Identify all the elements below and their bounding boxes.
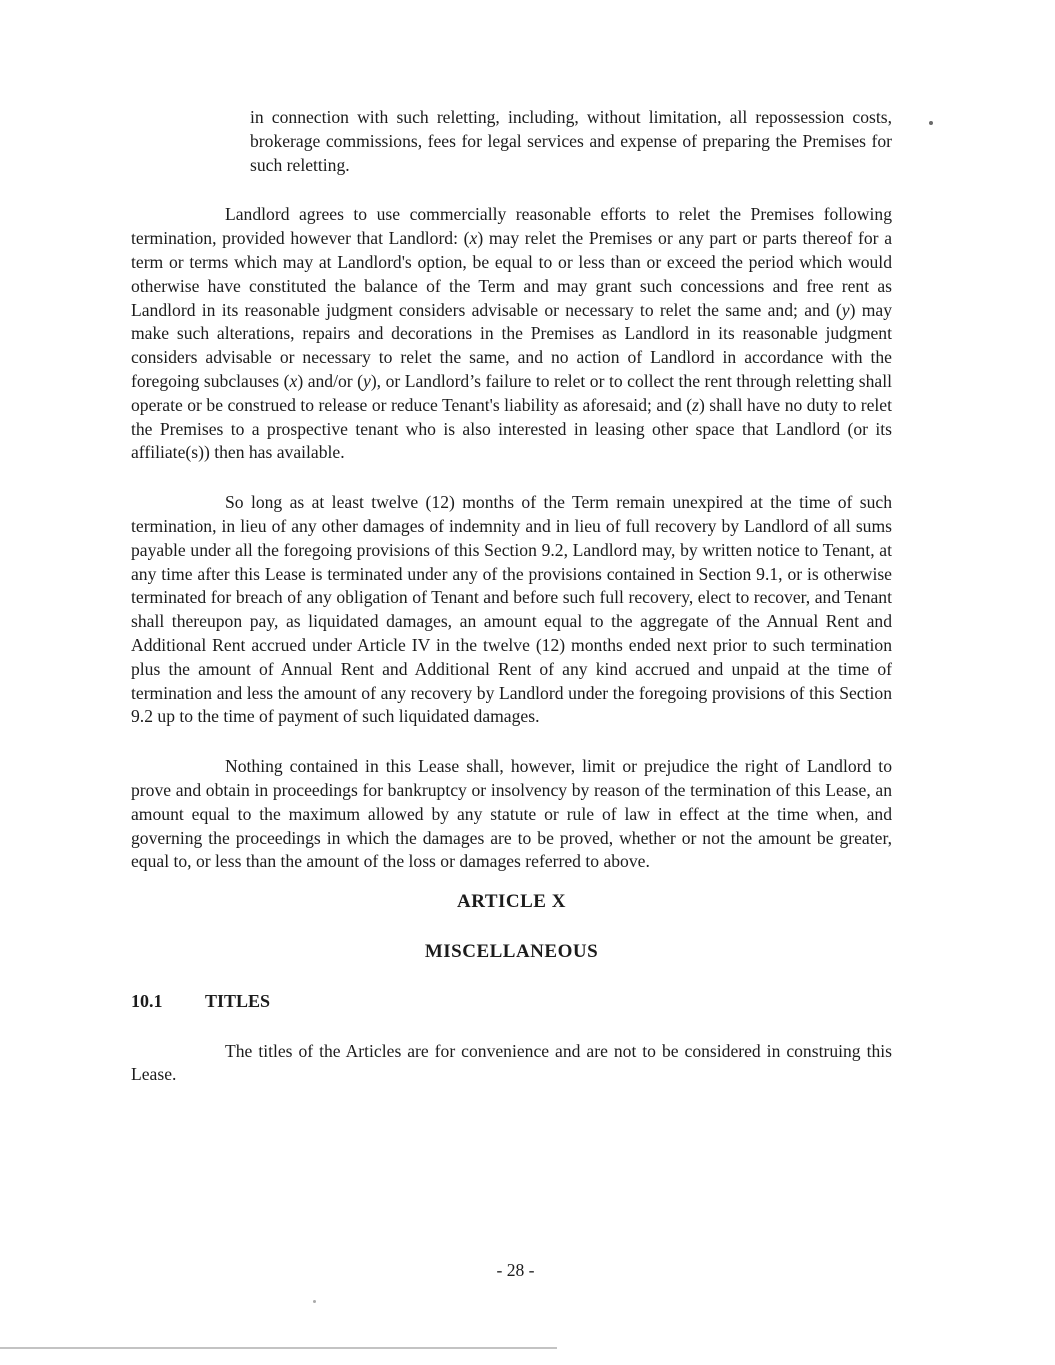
article-subheading: MISCELLANEOUS [424, 940, 599, 962]
scan-artifact-speck [313, 1300, 316, 1303]
page-number: - 28 - [496, 1260, 535, 1280]
scan-artifact-line [0, 1347, 557, 1349]
section-title: TITLES [205, 990, 271, 1011]
article-heading: ARTICLE X [457, 891, 566, 913]
paragraph-relet-efforts: Landlord agrees to use commercially reasonable efforts to relet the Premises following termination, provided however that Landlord: (x) may relet the Premises or any part or parts thereof for a term or terms which may at Landlord's option, be equal to or less than or exceed the period which would otherwise have constituted the balance of the Term and may grant such concessions and free rent as Landlord in its reasonable judgment considers advisable or necessary to relet the same and; and (y) may make such alterations, repairs and decorations in the Premises as Landlord in its reasonable judgment considers advisable or necessary to relet the same, and no action of Landlord in accordance with the foregoing subclauses (x) and/or (y), or Landlord’s failure to relet or to collect the rent through reletting shall operate or be construed to release or reduce Tenant's liability as aforesaid; and (z) shall have no duty to relet the Premises to a prospective tenant who is also interested in leasing other space that Landlord (or its affiliate(s)) then has available. [131, 204, 892, 463]
section-number: 10.1 [131, 990, 163, 1011]
paragraph-liquidated-damages: So long as at least twelve (12) months of the Term remain unexpired at the time of such termination, in lieu of any other damages of indemnity and in lieu of full recovery by Landlord of all sums payable under all the foregoing provisions of this Section 9.2, Landlord may, by written notice to Tenant, at any time after this Lease is terminated under any of the provisions contained in Section 9.1, or is otherwise terminated for breach of any obligation of Tenant and before such full recovery, elect to recover, and Tenant shall thereupon pay, as liquidated damages, an amount equal to the aggregate of the Annual Rent and Additional Rent accrued under Article IV in the twelve (12) months ended next prior to such termination plus the amount of Annual Rent and Additional Rent of any kind accrued and unpaid at the time of termination and less the amount of any recovery by Landlord under the foregoing provisions of this Section 9.2 up to the time of payment of such liquidated damages. [131, 492, 892, 727]
paragraph-bankruptcy: Nothing contained in this Lease shall, however, limit or prejudice the right of Landlord to prove and obtain in proceedings for bankruptcy or insolvency by reason of the termination of this Lease, an amount equal to the maximum allowed by any statute or rule of law in effect at the time when, and governing the proceedings in which the damages are to be proved, whether or not the amount be greater, equal to, or less than the amount of the loss or damages referred to above. [131, 756, 892, 872]
paragraph-titles-convenience: The titles of the Articles are for convenience and are not to be considered in construing this Lease. [131, 1040, 892, 1085]
page-body [131, 106, 892, 1087]
section-heading [131, 990, 892, 1014]
indented-clause-paragraph: in connection with such reletting, including, without limitation, all repossession costs, brokerage commissions, fees for legal services and expense of preparing the Premises for such reletting. [250, 107, 892, 175]
scan-artifact-speck [929, 121, 933, 125]
